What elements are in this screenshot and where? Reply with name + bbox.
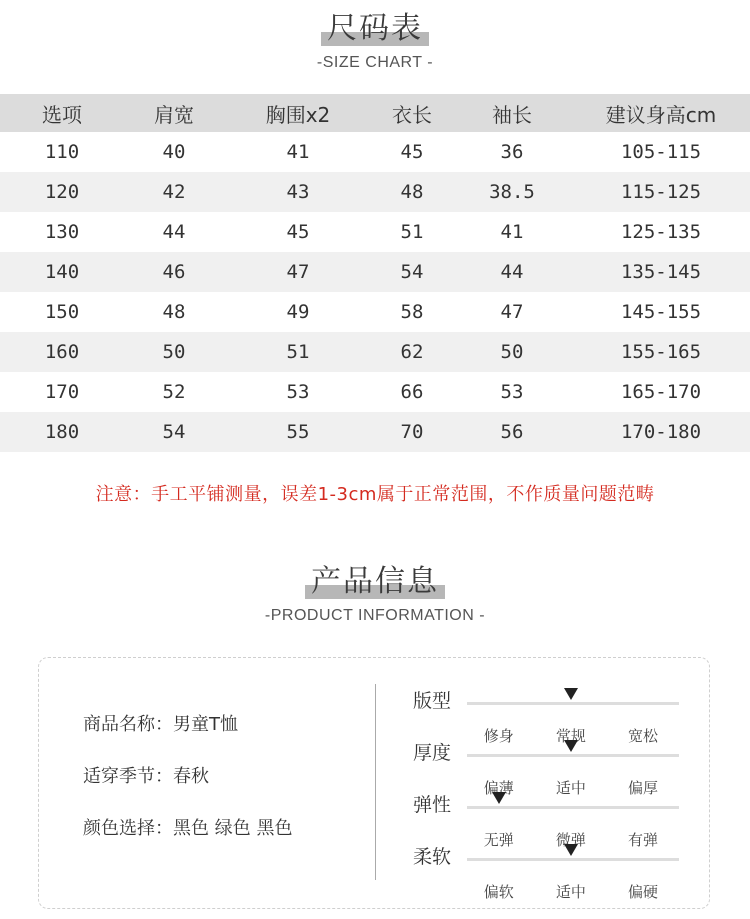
attribute-thickness bbox=[413, 738, 683, 797]
table-cell: 140 bbox=[44, 261, 80, 283]
table-cell: 42 bbox=[162, 181, 186, 203]
attribute-scale-track bbox=[467, 754, 679, 797]
table-cell: 54 bbox=[162, 421, 186, 443]
attribute-option: 无弹 bbox=[483, 831, 514, 849]
table-cell: 48 bbox=[400, 181, 424, 203]
size-table bbox=[0, 94, 750, 452]
header-cell: 袖长 bbox=[492, 102, 532, 127]
table-cell: 47 bbox=[500, 301, 524, 323]
product-info-heading bbox=[0, 563, 750, 625]
table-cell: 44 bbox=[500, 261, 524, 283]
product-details bbox=[83, 713, 292, 869]
table-row bbox=[0, 292, 750, 332]
table-cell: 53 bbox=[286, 381, 310, 403]
table-cell: 180 bbox=[44, 421, 80, 443]
triangle-down-icon bbox=[492, 792, 506, 804]
size-chart-title-wrap bbox=[321, 10, 429, 48]
table-cell: 115-125 bbox=[620, 181, 702, 203]
table-cell: 38.5 bbox=[489, 181, 535, 203]
attribute-label: 弹性 bbox=[413, 794, 452, 816]
table-cell: 150 bbox=[44, 301, 80, 323]
table-cell: 44 bbox=[162, 221, 186, 243]
table-cell: 52 bbox=[162, 381, 186, 403]
header-cell: 衣长 bbox=[392, 102, 432, 127]
size-table-header bbox=[0, 94, 750, 132]
attribute-option: 常规 bbox=[555, 727, 586, 745]
table-cell: 49 bbox=[286, 301, 310, 323]
table-cell: 58 bbox=[400, 301, 424, 323]
table-cell: 110 bbox=[44, 141, 80, 163]
attribute-label: 版型 bbox=[413, 690, 452, 712]
attribute-scale-track bbox=[467, 806, 679, 849]
attribute-scale-track bbox=[467, 702, 679, 745]
table-cell: 51 bbox=[400, 221, 424, 243]
table-cell: 50 bbox=[500, 341, 524, 363]
attribute-option: 宽松 bbox=[627, 727, 658, 745]
table-cell: 53 bbox=[500, 381, 524, 403]
table-row bbox=[0, 132, 750, 172]
attribute-elasticity bbox=[413, 790, 683, 849]
table-cell: 135-145 bbox=[620, 261, 702, 283]
attribute-scale-track bbox=[467, 858, 679, 901]
product-info-card bbox=[38, 657, 710, 909]
triangle-down-icon bbox=[564, 844, 578, 856]
product-info-subtitle: -PRODUCT INFORMATION - bbox=[264, 607, 486, 624]
attribute-option: 有弹 bbox=[627, 831, 658, 849]
table-cell: 70 bbox=[400, 421, 424, 443]
attribute-option: 修身 bbox=[483, 727, 514, 745]
table-row bbox=[0, 372, 750, 412]
table-cell: 51 bbox=[286, 341, 310, 363]
product-season: 适穿季节：春秋 bbox=[83, 766, 209, 787]
header-cell: 胸围x2 bbox=[265, 102, 331, 127]
attribute-option: 微弹 bbox=[555, 831, 586, 849]
table-cell: 47 bbox=[286, 261, 310, 283]
size-chart-title: 尺码表 bbox=[327, 11, 423, 46]
triangle-down-icon bbox=[564, 740, 578, 752]
attribute-option: 偏软 bbox=[483, 883, 514, 901]
table-cell: 170-180 bbox=[620, 421, 702, 443]
table-cell: 40 bbox=[162, 141, 186, 163]
header-cell: 选项 bbox=[42, 102, 82, 127]
table-cell: 120 bbox=[44, 181, 80, 203]
header-cell: 肩宽 bbox=[154, 102, 194, 127]
table-cell: 45 bbox=[286, 221, 310, 243]
table-row bbox=[0, 332, 750, 372]
size-chart-heading bbox=[0, 10, 750, 72]
table-cell: 41 bbox=[500, 221, 524, 243]
vertical-divider bbox=[375, 684, 376, 880]
attribute-option: 偏薄 bbox=[483, 779, 514, 797]
product-info-title: 产品信息 bbox=[311, 564, 439, 599]
table-cell: 56 bbox=[500, 421, 524, 443]
attribute-option: 适中 bbox=[555, 883, 586, 901]
table-cell: 155-165 bbox=[620, 341, 702, 363]
table-cell: 48 bbox=[162, 301, 186, 323]
table-cell: 170 bbox=[44, 381, 80, 403]
attribute-option: 偏厚 bbox=[627, 779, 658, 797]
measurement-note: 注意：手工平铺测量，误差1-3cm属于正常范围，不作质量问题范畴 bbox=[95, 484, 655, 505]
product-info-title-wrap bbox=[305, 563, 445, 601]
table-cell: 46 bbox=[162, 261, 186, 283]
product-colors: 颜色选择：黑色 绿色 黑色 bbox=[83, 818, 293, 839]
table-row bbox=[0, 172, 750, 212]
header-cell: 建议身高cm bbox=[605, 102, 717, 127]
attribute-option: 适中 bbox=[555, 779, 586, 797]
table-cell: 165-170 bbox=[620, 381, 702, 403]
table-cell: 43 bbox=[286, 181, 310, 203]
table-cell: 62 bbox=[400, 341, 424, 363]
table-cell: 125-135 bbox=[620, 221, 702, 243]
table-cell: 105-115 bbox=[620, 141, 702, 163]
attribute-softness bbox=[413, 842, 683, 901]
attribute-label: 厚度 bbox=[413, 742, 452, 764]
table-cell: 50 bbox=[162, 341, 186, 363]
table-cell: 55 bbox=[286, 421, 310, 443]
attribute-option: 偏硬 bbox=[627, 883, 658, 901]
table-cell: 54 bbox=[400, 261, 424, 283]
attribute-fit bbox=[413, 686, 683, 745]
table-cell: 145-155 bbox=[620, 301, 702, 323]
product-name: 商品名称：男童T恤 bbox=[83, 714, 238, 735]
table-cell: 45 bbox=[400, 141, 424, 163]
attribute-label: 柔软 bbox=[413, 846, 452, 868]
table-row bbox=[0, 212, 750, 252]
size-chart-subtitle: -SIZE CHART - bbox=[316, 54, 434, 71]
table-cell: 36 bbox=[500, 141, 524, 163]
table-cell: 41 bbox=[286, 141, 310, 163]
table-cell: 130 bbox=[44, 221, 80, 243]
triangle-down-icon bbox=[564, 688, 578, 700]
table-row bbox=[0, 412, 750, 452]
table-cell: 66 bbox=[400, 381, 424, 403]
table-cell: 160 bbox=[44, 341, 80, 363]
table-row bbox=[0, 252, 750, 292]
